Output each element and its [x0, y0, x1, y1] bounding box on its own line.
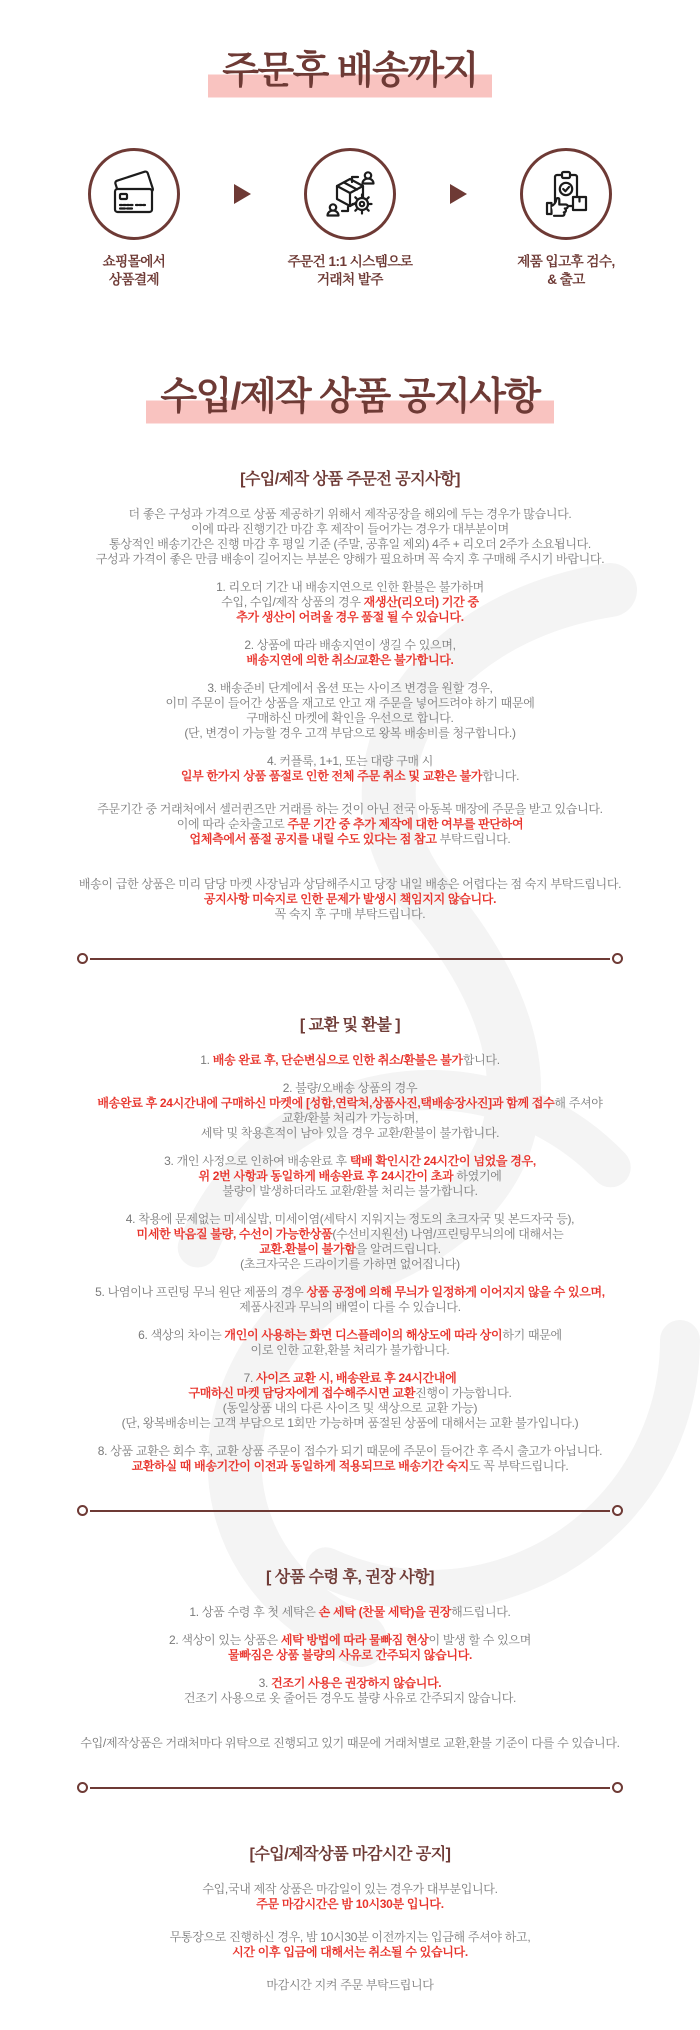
step-payment: [40, 148, 228, 290]
arrow-right-icon: [232, 184, 252, 204]
notice-paragraph: 4. 커플룩, 1+1, 또는 대량 구매 시 일부 한가지 상품 품절로 인한 전체 주문 취소 및 교환은 불가합니다.: [180, 753, 520, 783]
section-divider: [90, 958, 610, 960]
notice-paragraph: 수입,국내 제작 상품은 마감일이 있는 경우가 대부분입니다. 주문 마감시간은 밤 10시30분 입니다.: [202, 1881, 498, 1911]
credit-card-icon: [106, 166, 162, 222]
notice-paragraph: 주문기간 중 거래처에서 셀러퀸즈만 거래를 하는 것이 아닌 전국 아동복 매장에 주문을 받고 있습니다. 이에 따라 순차출고로 주문 기간 중 추가 제작에 대한 여부를 판단하여 업체측에서 품절 공지를 내릴 수도 있다는 점 참고 부탁드립니다.: [97, 801, 603, 846]
notice-paragraph: 1. 리오더 기간 내 배송지연으로 인한 환불은 불가하며 수입, 수입/제작 상품의 경우 재생산(리오더) 기간 중 추가 생산이 어려울 경우 품절 될 수 있습니다.: [216, 579, 484, 624]
notice-paragraph: 1. 상품 수령 후 첫 세탁은 손 세탁 (찬물 세탁)을 권장해드립니다.: [189, 1604, 511, 1619]
step-payment-circle: [88, 148, 180, 240]
notice-paragraph: 4. 착용에 문제없는 미세실밥, 미세이염(세탁시 지워지는 정도의 초크자국 및 본드자국 등), 미세한 박음질 불량, 수선이 가능한상품(수선비지원선) 나염/프린팅무늬의에 대해서는 교환.환불이 불가함을 알려드립니다. (초크자국은 드라이기를 가하면 없어집니다): [125, 1211, 575, 1271]
notice-paragraph: 2. 불량/오배송 상품의 경우 배송완료 후 24시간내에 구매하신 마켓에 [성함,연락처,상품사진,택배송장사진]과 함께 접수해 주셔야 교환/환불 처리가 가능하며, 세탁 및 착용흔적이 남아 있을 경우 교환/환불이 불가합니다.: [97, 1080, 603, 1140]
notice-paragraph: 2. 색상이 있는 상품은 세탁 방법에 따라 물빠짐 현상이 발생 할 수 있으며 물빠짐은 상품 불량의 사유로 간주되지 않습니다.: [168, 1632, 532, 1662]
step-order-label: 주문건 1:1 시스템으로 거래처 발주: [287, 253, 413, 288]
process-title-text: 주문후 배송까지: [208, 50, 492, 99]
section-heading: [ 상품 수령 후, 권장 사항]: [266, 1568, 434, 1586]
notice-paragraph: 2. 상품에 따라 배송지연이 생길 수 있으며, 배송지연에 의한 취소/교환은 불가합니다.: [244, 637, 456, 667]
notice-paragraph: 7. 사이즈 교환 시, 배송완료 후 24시간내에 구매하신 마켓 담당자에게 접수해주시면 교환진행이 가능합니다. (동일상품 내의 다른 사이즈 및 색상으로 교환 가능) (단, 왕복배송비는 고객 부담으로 1회만 가능하며 품절된 상품에 대해서는 교환 불가입니다.): [121, 1370, 579, 1430]
notice-title-text: 수입/제작 상품 공지사항: [146, 376, 553, 425]
notice-paragraph: 3. 건조기 사용은 권장하지 않습니다. 건조기 사용으로 옷 줄어든 경우도 불량 사유로 간주되지 않습니다.: [183, 1675, 517, 1705]
notice-paragraph: 수입/제작상품은 거래처마다 위탁으로 진행되고 있기 때문에 거래처별로 교환,환불 기준이 다를 수 있습니다.: [80, 1735, 620, 1750]
step-inspection: [472, 148, 660, 290]
process-steps: [0, 148, 700, 290]
step-payment-label: 쇼핑몰에서 상품결제: [102, 253, 166, 288]
notice-paragraph: 3. 배송준비 단계에서 옵션 또는 사이즈 변경을 원할 경우, 이미 주문이 들어간 상품을 재고로 안고 재 주문을 넣어드려야 하기 때문에 구매하신 마켓에 확인을 우선으로 합니다. (단, 변경이 가능할 경우 고객 부담으로 왕복 배송비를 청구합니다.): [165, 680, 535, 740]
notice-paragraph: 1. 배송 완료 후, 단순변심으로 인한 취소/환불은 불가합니다.: [200, 1052, 500, 1067]
notice-paragraph: 8. 상품 교환은 회수 후, 교환 상품 주문이 접수가 되기 때문에 주문이 들어간 후 즉시 출고가 아닙니다. 교환하실 때 배송기간이 이전과 동일하게 적용되므로 배송기간 숙지도 꼭 부탁드립니다.: [97, 1443, 603, 1473]
section-heading: [ 교환 및 환불 ]: [299, 1016, 401, 1034]
process-title: [0, 50, 700, 94]
notice-paragraph: 더 좋은 구성과 가격으로 상품 제공하기 위해서 제작공장을 해외에 두는 경우가 많습니다. 이에 따라 진행기간 마감 후 제작이 들어가는 경우가 대부분이며 통상적인 배송기간은 진행 마감 후 평일 기준 (주말, 공휴일 제외) 4주 + 리오더 2주가 소요됩니다. 구성과 가격이 좋은 만큼 배송이 길어지는 부분은 양해가 필요하며 꼭 숙지 후 구매해 주시기 바랍니다.: [95, 506, 605, 566]
notice-paragraph: 3. 개인 사정으로 인하여 배송완료 후 택배 확인시간 24시간이 넘었을 경우, 위 2번 사항과 동일하게 배송완료 후 24시간이 초과 하였기에 불량이 발생하더라도 교환/환불 처리는 불가합니다.: [164, 1153, 536, 1198]
section-heading: [수입/제작상품 마감시간 공지]: [249, 1845, 451, 1863]
section-heading: [수입/제작 상품 주문전 공지사항]: [240, 470, 460, 488]
step-order-system: [256, 148, 444, 290]
section-divider: [90, 1787, 610, 1789]
step-order-circle: [304, 148, 396, 240]
notice-paragraph: 5. 나염이나 프린팅 무늬 원단 제품의 경우 상품 공정에 의해 무늬가 일정하게 이어지지 않을 수 있으며, 제품사진과 무늬의 배열이 다를 수 있습니다.: [95, 1284, 605, 1314]
section-divider: [90, 1510, 610, 1512]
notice-paragraph: 배송이 급한 상품은 미리 담당 마켓 사장님과 상담해주시고 당장 내일 배송은 어렵다는 점 숙지 부탁드립니다. 공지사항 미숙지로 인한 문제가 발생시 책임지지 않습니다. 꼭 숙지 후 구매 부탁드립니다.: [78, 876, 622, 921]
notice-title: [0, 376, 700, 420]
notice-sections: [0, 466, 700, 1993]
notice-paragraph: 마감시간 지켜 주문 부탁드립니다: [266, 1977, 434, 1992]
step-inspection-circle: [520, 148, 612, 240]
receiving-inspection-icon: [538, 166, 594, 222]
order-system-icon: [322, 166, 378, 222]
notice-paragraph: 무통장으로 진행하신 경우, 밤 10시30분 이전까지는 입금해 주셔야 하고, 시간 이후 입금에 대해서는 취소될 수 있습니다.: [169, 1929, 531, 1959]
step-inspection-label: 제품 입고후 검수, & 출고: [517, 253, 615, 288]
arrow-right-icon: [448, 184, 468, 204]
notice-paragraph: 6. 색상의 차이는 개인이 사용하는 화면 디스플레이의 해상도에 따라 상이하기 때문에 이로 인한 교환,환불 처리가 불가합니다.: [138, 1327, 562, 1357]
